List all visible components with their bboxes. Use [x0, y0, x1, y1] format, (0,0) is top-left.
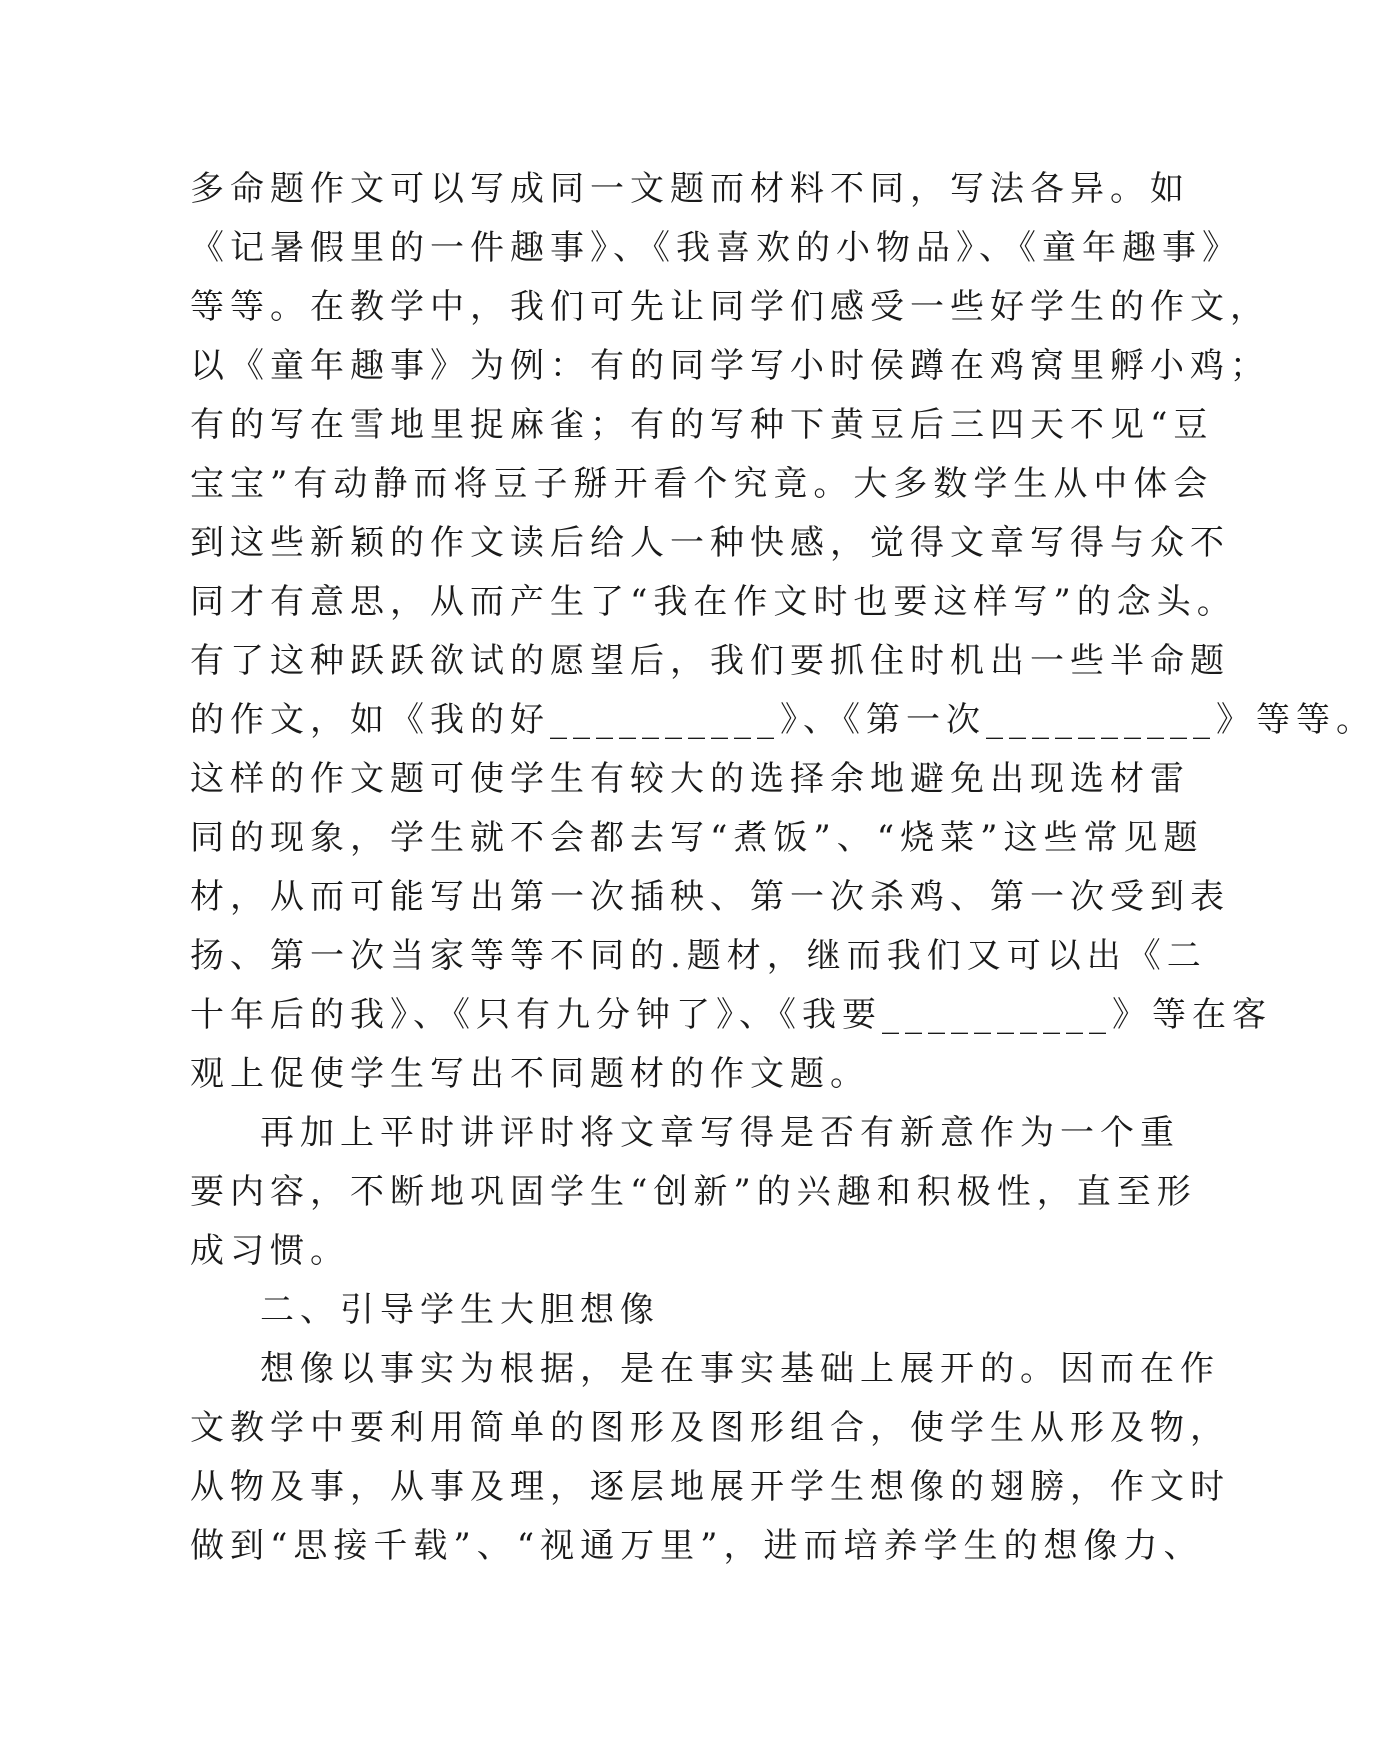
- text-line: 这样的作文题可使学生有较大的选择余地避免出现选材雷: [190, 759, 1190, 799]
- text-line: 同的现象，学生就不会都去写“煮饭”、“烧菜”这些常见题: [190, 818, 1204, 858]
- text-line: 有了这种跃跃欲试的愿望后，我们要抓住时机出一些半命题: [190, 641, 1230, 681]
- text-line: 《记暑假里的一件趣事》、《我喜欢的小物品》、《童年趣事》: [190, 228, 1242, 268]
- text-line: 宝宝”有动静而将豆子掰开看个究竟。大多数学生从中体会: [190, 464, 1214, 504]
- text-line: 以《童年趣事》为例：有的同学写小时侯蹲在鸡窝里孵小鸡；: [190, 346, 1270, 386]
- text-line: 的作文，如《我的好__________》、《第一次__________》等等。: [190, 700, 1376, 740]
- paragraph-first-line: 想像以事实为根据，是在事实基础上展开的。因而在作: [260, 1349, 1220, 1389]
- text-line: 十年后的我》、《只有九分钟了》、《我要__________》等在客: [190, 995, 1272, 1035]
- text-line: 等等。在教学中，我们可先让同学们感受一些好学生的作文，: [190, 287, 1270, 327]
- paragraph-first-line: 再加上平时讲评时将文章写得是否有新意作为一个重: [260, 1113, 1180, 1153]
- text-line: 要内容，不断地巩固学生“创新”的兴趣和积极性，直至形: [190, 1172, 1197, 1212]
- document-page: [190, 160, 1376, 1576]
- text-line: 做到“思接千载”、“视通万里”，进而培养学生的想像力、: [190, 1526, 1204, 1566]
- text-line: 扬、第一次当家等等不同的.题材，继而我们又可以出《二: [190, 936, 1207, 976]
- text-line: 到这些新颖的作文读后给人一种快感，觉得文章写得与众不: [190, 523, 1230, 563]
- text-line: 多命题作文可以写成同一文题而材料不同，写法各异。如: [190, 169, 1190, 209]
- text-line: 从物及事，从事及理，逐层地展开学生想像的翅膀，作文时: [190, 1467, 1230, 1507]
- text-line: 成习惯。: [190, 1231, 350, 1271]
- text-line: 观上促使学生写出不同题材的作文题。: [190, 1054, 870, 1094]
- section-heading: 二、引导学生大胆想像: [260, 1290, 660, 1330]
- text-line: 同才有意思，从而产生了“我在作文时也要这样写”的念头。: [190, 582, 1237, 622]
- text-line: 有的写在雪地里捉麻雀；有的写种下黄豆后三四天不见“豆: [190, 405, 1214, 445]
- text-line: 文教学中要利用简单的图形及图形组合，使学生从形及物，: [190, 1408, 1230, 1448]
- text-line: 材，从而可能写出第一次插秧、第一次杀鸡、第一次受到表: [190, 877, 1230, 917]
